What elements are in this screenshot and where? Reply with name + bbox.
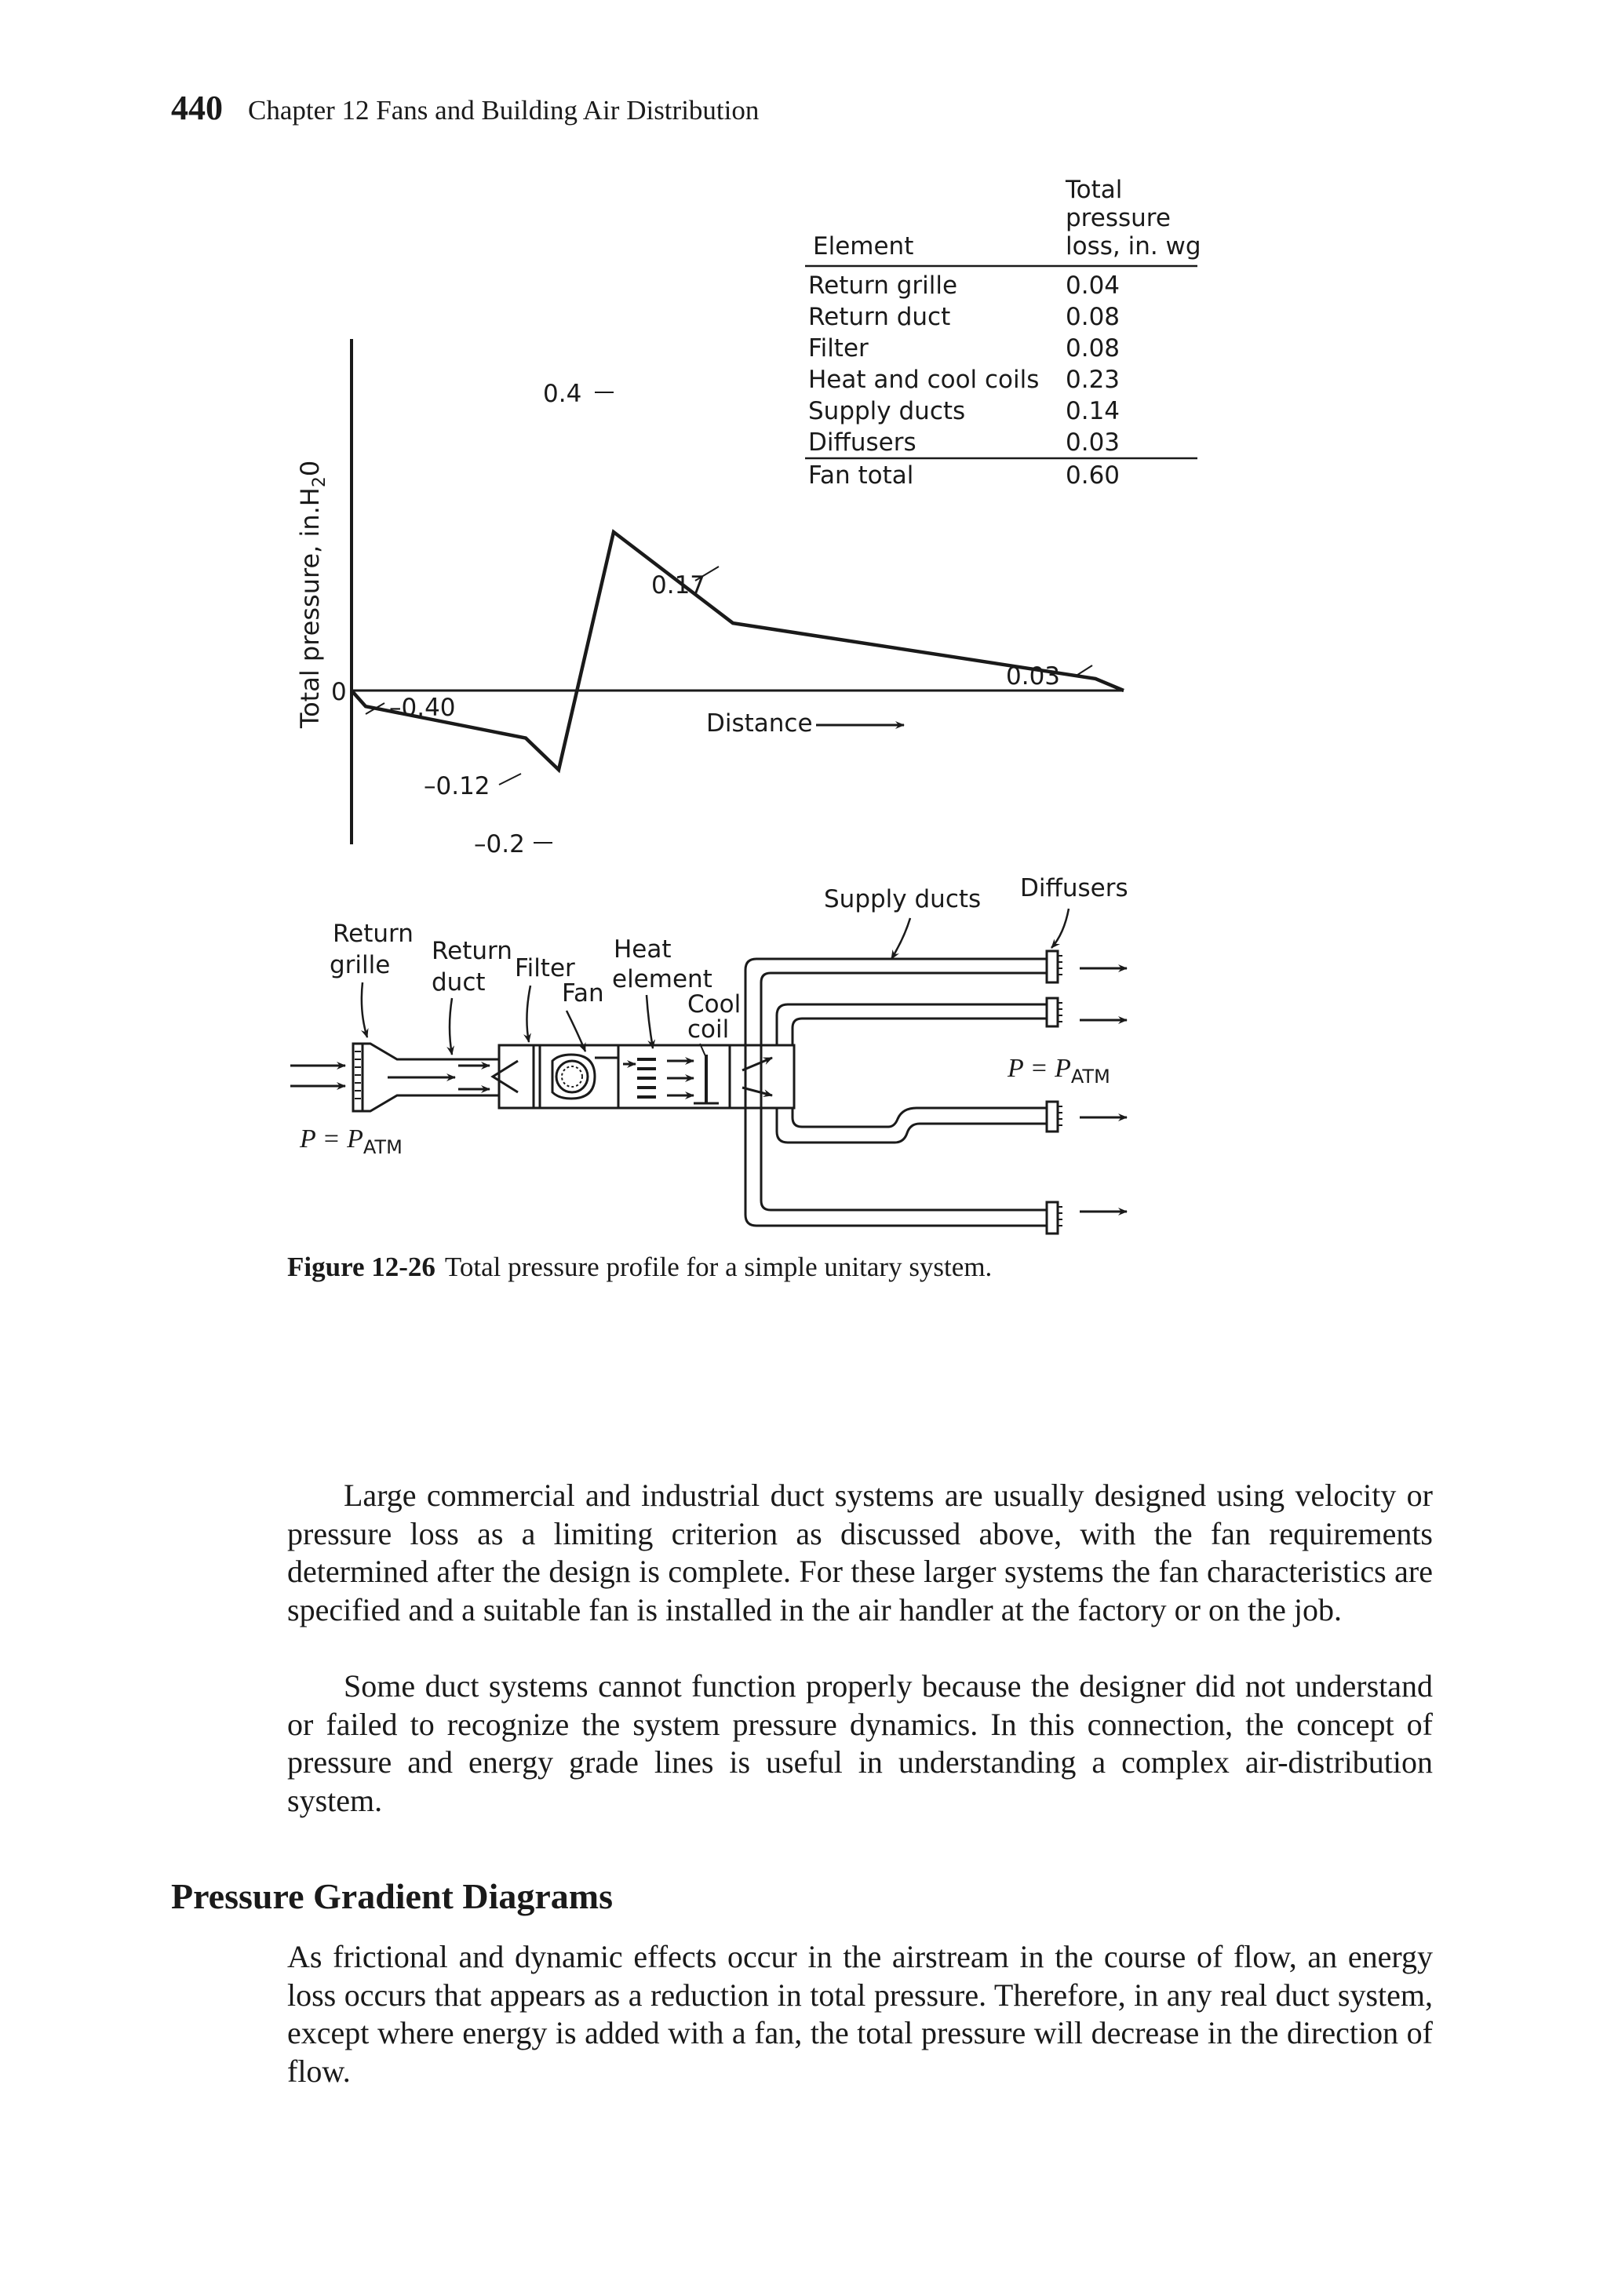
- leader-heat-element: [647, 995, 653, 1048]
- table-row-element: Supply ducts: [808, 397, 966, 425]
- supply-ducts: [745, 959, 1047, 1226]
- table-header-element: Element: [813, 232, 914, 261]
- label-diffusers: Diffusers: [1020, 874, 1128, 902]
- table-header-loss-2: pressure: [1066, 204, 1171, 232]
- x-axis-label: Distance: [706, 709, 813, 738]
- label-supply-ducts: Supply ducts: [824, 885, 982, 913]
- fan-wheel: [562, 1066, 582, 1087]
- leader-filter: [527, 986, 530, 1042]
- table-total-element: Fan total: [808, 461, 914, 490]
- label-return-grille: Return: [333, 920, 414, 948]
- chapter-title: Chapter 12 Fans and Building Air Distribution: [248, 95, 760, 126]
- body-paragraph: Large commercial and industrial duct systems are usually designed using velocity or pressure loss as a limiting criterion as discussed above, with the fan requirements determined after the design is complete. For these larger systems the fan characteristics are specified and a suitable fan is installed in the air handler at the factory or on the job.: [287, 1478, 1433, 1627]
- label-filter: Filter: [515, 954, 575, 982]
- leader-return-duct: [450, 998, 452, 1055]
- page-number: 440: [171, 89, 223, 127]
- table-header-loss-1: Total: [1066, 176, 1123, 204]
- point-label: –0.40: [389, 694, 456, 722]
- y-axis-label: Total pressure, $in.H_20$: [295, 460, 330, 728]
- leader-return-grille: [362, 982, 367, 1037]
- table-row-loss: 0.08: [1066, 334, 1121, 363]
- leader-diffusers: [1051, 909, 1069, 948]
- leader-line: [499, 774, 521, 785]
- figure-caption-text: Total pressure profile for a simple unitary system.: [444, 1252, 993, 1282]
- diffuser-vanes: [1058, 956, 1062, 1226]
- pressure-chart: [295, 339, 1124, 858]
- table-row-loss: 0.14: [1066, 397, 1121, 425]
- p-atm-label-inlet: $P = P_{ATM}$: [300, 1124, 403, 1158]
- table-row-element: Filter: [808, 334, 869, 363]
- label-fan: Fan: [562, 979, 604, 1008]
- leader-line: [1075, 665, 1092, 676]
- point-label: 0.17: [651, 571, 706, 600]
- point-label: 0.4: [543, 380, 582, 408]
- label-return-duct: duct: [432, 968, 486, 997]
- p-atm-label-outlet: $P = P_{ATM}$: [1008, 1054, 1110, 1088]
- table-row-element: Diffusers: [808, 428, 916, 457]
- point-label: 0.03: [1006, 662, 1061, 691]
- point-label: –0.2: [474, 830, 525, 858]
- label-cool-coil: Cool: [687, 990, 742, 1019]
- table-row-element: Return grille: [808, 272, 958, 300]
- leader-supply-ducts: [891, 918, 910, 959]
- return-grille: [353, 1044, 363, 1111]
- label-heat-element: element: [612, 965, 712, 993]
- zero-label: 0: [331, 678, 347, 706]
- label-return-duct: Return: [432, 937, 512, 965]
- label-cool-coil: coil: [687, 1015, 730, 1044]
- table-total-loss: 0.60: [1066, 461, 1121, 490]
- label-heat-element: Heat: [614, 935, 672, 964]
- diffuser: [1047, 951, 1058, 1234]
- table-row-element: Return duct: [808, 303, 951, 331]
- point-label: –0.12: [424, 772, 490, 800]
- table-row-loss: 0.23: [1066, 366, 1121, 394]
- table-row-element: Heat and cool coils: [808, 366, 1040, 394]
- figure-caption: [287, 1252, 992, 1283]
- figure-caption-label: Figure 12-26: [287, 1252, 435, 1282]
- section-heading: Pressure Gradient Diagrams: [171, 1876, 614, 1916]
- table-row-loss: 0.03: [1066, 428, 1121, 457]
- system-schematic: [290, 874, 1128, 1234]
- body-paragraph: Some duct systems cannot function properly because the designer did not understand or failed to recognize the system pressure dynamics. In this connection, the concept of pressure and energy grade lines is useful in understanding a complex air-distribution system.: [287, 1668, 1433, 1818]
- loss-table: [805, 176, 1201, 490]
- table-header-loss-3: loss, in. wg: [1066, 232, 1201, 261]
- table-row-loss: 0.08: [1066, 303, 1121, 331]
- body-paragraph: As frictional and dynamic effects occur in the airstream in the course of flow, an energy loss occurs that appears as a reduction in total pressure. Therefore, in any real duct system, except where energy is added with a fan, the total pressure will decrease in the direction of flow.: [287, 1939, 1433, 2089]
- label-return-grille: grille: [330, 951, 391, 979]
- heat-element: [637, 1059, 656, 1097]
- table-row-loss: 0.04: [1066, 272, 1121, 300]
